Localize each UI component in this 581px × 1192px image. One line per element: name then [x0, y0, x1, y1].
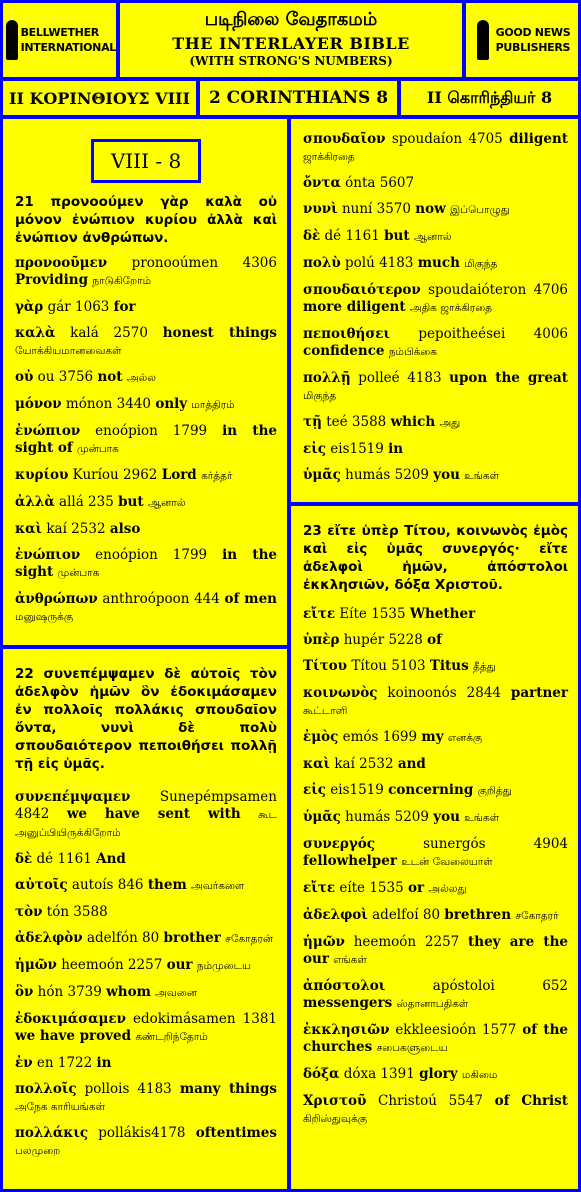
transliteration-strongs: en 1722 [36, 1055, 93, 1071]
greek-word: σπουδαιότερον [303, 282, 421, 298]
tamil-gloss: அல்லது [428, 883, 467, 895]
transliteration-strongs: apóstoloi 652 [432, 978, 568, 994]
greek-word: αὐτοῖς [15, 877, 68, 893]
verse-22-greek: 22 συνεπέμψαμεν δὲ αὐτοῖς τὸν ἀδελφὸν ἡμῶν ὃν ἐδοκιμάσαμεν ἐν πολλοῖς πολλάκις σπουδαῖον ὄντα, νυνὶ δὲ πολὺ σπουδαιότερον πεποιθήσει πολλῇ τῇ εἰς ὑμᾶς. [15, 666, 277, 772]
english-gloss: fellowhelper [303, 853, 397, 869]
greek-word: ἡμῶν [15, 957, 57, 973]
transliteration-strongs: tón 3588 [46, 904, 108, 920]
transliteration-strongs: pollois 4183 [84, 1081, 172, 1097]
transliteration-strongs: kalá 2570 [70, 325, 148, 341]
interlinear-entry [303, 1022, 568, 1057]
interlinear-entry [15, 904, 277, 921]
interlinear-entry [303, 414, 568, 432]
greek-word: δὲ [303, 228, 321, 244]
transliteration-strongs: koinoonós 2844 [387, 685, 501, 701]
tamil-gloss: கண்டறிந்தோம் [135, 1031, 208, 1043]
greek-word: ὄντα [303, 175, 341, 191]
tamil-gloss: ஆனால் [147, 497, 186, 509]
transliteration-strongs: Eíte 1535 [339, 606, 406, 622]
transliteration-strongs: hón 3739 [37, 984, 102, 1000]
english-gloss: only [155, 396, 188, 412]
verse-21-greek: 21 προνοούμεν γὰρ καλὰ οὐ μόνον ἐνώπιον κυρίου ἀλλὰ καὶ ἐνώπιον ἀνθρώπων. [15, 194, 277, 246]
transliteration-strongs: Títou 5103 [351, 658, 426, 674]
transliteration-strongs: edokimásamen 1381 [133, 1011, 278, 1027]
interlinear-entry [303, 907, 568, 925]
greek-word: συνεργός [303, 836, 376, 852]
interlinear-entry [15, 1081, 277, 1116]
transliteration-strongs: enoópion 1799 [95, 547, 208, 563]
interlinear-entry [303, 282, 568, 317]
english-gloss: but [384, 228, 410, 244]
interlinear-entry [303, 809, 568, 827]
tamil-gloss: ஆனால் [413, 231, 452, 243]
tamil-gloss: நம்பிக்கை [388, 346, 437, 358]
transliteration-strongs: heemoón 2257 [61, 957, 163, 973]
greek-word: συνεπέμψαμεν [15, 789, 131, 805]
tamil-gloss: உங்கள் [464, 470, 500, 482]
greek-word: κοινωνὸς [303, 685, 378, 701]
left-logo-line2: INTERNATIONAL [20, 41, 116, 54]
greek-word: ἀδελφὸν [15, 930, 83, 946]
book-greek: II ΚΟΡΙΝΘΙΟΥΣ VIII [3, 81, 196, 115]
transliteration-strongs: dóxa 1391 [343, 1066, 415, 1082]
interlinear-entry [303, 880, 568, 898]
transliteration-strongs: polleé 4183 [358, 370, 442, 386]
interlinear-entry [303, 782, 568, 800]
greek-word: ὑμᾶς [303, 809, 341, 825]
english-gloss: also [109, 521, 141, 537]
interlinear-entry [303, 326, 568, 361]
english-gloss: concerning [388, 782, 474, 798]
interlinear-entry [303, 836, 568, 871]
greek-word: δὲ [15, 851, 33, 867]
transliteration-strongs: kaí 2532 [334, 756, 394, 772]
interlinear-entry [303, 131, 568, 166]
english-gloss: Titus [429, 658, 469, 674]
transliteration-strongs: pronooúmen 4306 [131, 255, 277, 271]
english-gloss: brother [163, 930, 221, 946]
interlinear-entry [15, 877, 277, 895]
greek-word: Χριστοῦ [303, 1093, 367, 1109]
verse-23-greek: 23 εἴτε ὑπὲρ Τίτου, κοινωνὸς ἐμὸς καὶ εἰς ὑμᾶς συνεργός· εἴτε ἀδελφοὶ ἡμῶν, ἀπόστολοι ἐκκλησιῶν, δόξα Χριστοῦ. [303, 523, 568, 593]
tamil-gloss: கூட்டாளி [303, 705, 348, 717]
title-block [120, 3, 462, 77]
transliteration-strongs: adelfoí 80 [372, 907, 441, 923]
greek-word: τὸν [15, 904, 43, 920]
greek-word: τῇ [303, 414, 322, 430]
tamil-gloss: சபைகளுடைய [376, 1042, 448, 1054]
english-gloss: oftentimes [195, 1125, 277, 1141]
english-gloss: or [408, 880, 425, 896]
transliteration-strongs: humás 5209 [345, 467, 429, 483]
english-gloss: which [390, 414, 436, 430]
verse-23-panel [291, 506, 578, 1189]
greek-word: καὶ [15, 521, 43, 537]
interlinear-entry [15, 1125, 277, 1160]
transliteration-strongs: allá 235 [59, 494, 114, 510]
transliteration-strongs: adelfón 80 [86, 930, 160, 946]
english-gloss: glory [419, 1066, 458, 1082]
interlinear-entry [303, 606, 568, 623]
english-gloss: messengers [303, 995, 393, 1011]
interlinear-entry [303, 685, 568, 720]
transliteration-strongs: heemoón 2257 [353, 934, 460, 950]
tamil-gloss: மனுஷருக்கு [15, 611, 74, 623]
transliteration-strongs: humás 5209 [345, 809, 429, 825]
english-gloss: whom [106, 984, 151, 1000]
tamil-gloss: சகோதரர் [515, 910, 559, 922]
greek-word: πολὺ [303, 255, 341, 271]
interlinear-entry [303, 1093, 568, 1128]
english-gloss: diligent [509, 131, 568, 147]
english-gloss: my [421, 729, 444, 745]
left-logo-line1: BELLWETHER [20, 26, 99, 39]
english-gloss: in the sight [15, 547, 277, 580]
english-gloss: of Christ [494, 1093, 569, 1109]
book-english: 2 CORINTHIANS 8 [200, 81, 397, 115]
transliteration-strongs: ónta 5607 [345, 175, 415, 191]
english-gloss: we have proved [15, 1028, 132, 1044]
transliteration-strongs: enoópion 1799 [95, 423, 208, 439]
greek-word: πολλοῖς [15, 1081, 77, 1097]
transliteration-strongs: hupér 5228 [343, 632, 423, 648]
right-logo-line1: GOOD NEWS [495, 26, 571, 39]
shepherd-figure-icon [474, 18, 492, 62]
greek-word: ἐν [15, 1055, 33, 1071]
transliteration-strongs: nuní 3570 [341, 201, 411, 217]
greek-word: μόνον [15, 396, 62, 412]
tamil-gloss: அது [439, 417, 461, 429]
interlinear-entry [15, 984, 277, 1002]
interlinear-entry [303, 1066, 568, 1084]
greek-word: πεποιθήσει [303, 326, 391, 342]
transliteration-strongs: Christoú 5547 [378, 1093, 483, 1109]
tamil-gloss: உங்கள் [464, 812, 500, 824]
transliteration-strongs: dé 1161 [36, 851, 92, 867]
tamil-gloss: அதிக ஜாக்கிரதை [409, 302, 492, 314]
transliteration-strongs: polú 4183 [345, 255, 414, 271]
interlinear-entry [303, 729, 568, 747]
english-gloss: Whether [409, 606, 476, 622]
interlinear-entry [303, 978, 568, 1013]
greek-word: οὐ [15, 369, 34, 385]
tamil-gloss: மகிமை [461, 1069, 498, 1081]
tamil-gloss: ஸ்தானாபதிகள் [396, 998, 469, 1010]
interlinear-entry [15, 325, 277, 360]
english-gloss: much [417, 255, 460, 271]
transliteration-strongs: eis1519 [330, 782, 384, 798]
interlinear-entry [15, 255, 277, 290]
interlinear-entry [15, 467, 277, 485]
interlinear-entry [15, 957, 277, 975]
tamil-gloss: அவர்களை [191, 880, 245, 892]
transliteration-strongs: anthroópoon 444 [102, 591, 220, 607]
greek-word: ἐνώπιον [15, 547, 81, 563]
greek-word: πολλάκις [15, 1125, 89, 1141]
greek-word: Τίτου [303, 658, 348, 674]
greek-word: ἀλλὰ [15, 494, 55, 510]
interlinear-entry [15, 423, 277, 458]
title-tamil: படிநிலை வேதாகமம் [204, 9, 378, 30]
transliteration-strongs: ou 3756 [37, 369, 94, 385]
english-gloss: of [427, 632, 442, 648]
english-gloss: our [166, 957, 193, 973]
english-gloss: but [118, 494, 144, 510]
english-gloss: now [415, 201, 446, 217]
greek-word: δόξα [303, 1066, 340, 1082]
tamil-gloss: கிறிஸ்துவுக்கு [303, 1113, 368, 1125]
transliteration-strongs: Sunepémpsamen 4842 [15, 789, 277, 822]
greek-word: ἐκκλησιῶν [303, 1022, 390, 1038]
english-gloss: and [397, 756, 426, 772]
greek-word: ἀπόστολοι [303, 978, 386, 994]
chapter-label: VIII - 8 [91, 139, 201, 183]
interlinear-entry [303, 201, 568, 219]
transliteration-strongs: eíte 1535 [339, 880, 404, 896]
tamil-gloss: நாடுகிறோம் [92, 275, 152, 287]
english-gloss: you [433, 809, 460, 825]
greek-word: ἐδοκιμάσαμεν [15, 1011, 126, 1027]
greek-word: σπουδαῖον [303, 131, 386, 147]
english-gloss: Lord [161, 467, 197, 483]
transliteration-strongs: spoudaíon 4705 [391, 131, 503, 147]
english-gloss: partner [510, 685, 568, 701]
interlinear-entry [15, 1055, 277, 1072]
english-gloss: in [388, 441, 404, 457]
greek-word: ἐνώπιον [15, 423, 81, 439]
transliteration-strongs: kaí 2532 [46, 521, 106, 537]
transliteration-strongs: gár 1063 [47, 299, 110, 315]
greek-word: ἀδελφοὶ [303, 907, 368, 923]
english-gloss: honest things [162, 325, 278, 341]
interlinear-entry [303, 228, 568, 246]
interlinear-entry [15, 1011, 277, 1046]
greek-word: εἰς [303, 441, 326, 457]
greek-word: προνοοῦμεν [15, 255, 108, 271]
interlinear-entry [303, 632, 568, 649]
interlinear-entry [15, 369, 277, 387]
transliteration-strongs: ekkleesioón 1577 [395, 1022, 517, 1038]
interlinear-entry [303, 175, 568, 192]
tamil-gloss: மாத்திரம் [191, 399, 235, 411]
english-gloss: confidence [303, 343, 385, 359]
english-gloss: not [97, 369, 123, 385]
title-sub: (WITH STRONG'S NUMBERS) [189, 54, 393, 68]
right-logo-line2: PUBLISHERS [495, 41, 571, 54]
tamil-gloss: அல்ல [126, 372, 156, 384]
english-gloss: more diligent [303, 299, 406, 315]
interlinear-entry [15, 494, 277, 512]
transliteration-strongs: spoudaióteron 4706 [428, 282, 568, 298]
interlinear-entry [15, 547, 277, 582]
interlinear-entry [303, 658, 568, 676]
greek-word: ἐμὸς [303, 729, 339, 745]
tamil-gloss: சகோதரன் [225, 933, 274, 945]
english-gloss: we have sent with [66, 806, 241, 822]
shepherd-figure-icon [3, 18, 17, 62]
tamil-gloss: தீத்து [472, 661, 496, 673]
tamil-gloss: அவனை [155, 987, 198, 999]
interlinear-entry [15, 591, 277, 626]
english-gloss: them [147, 877, 187, 893]
greek-word: ὑμᾶς [303, 467, 341, 483]
good-news-logo [466, 3, 578, 77]
interlinear-entry [303, 756, 568, 773]
english-gloss: you [433, 467, 460, 483]
tamil-gloss: மிகுந்த [464, 258, 498, 270]
transliteration-strongs: emós 1699 [342, 729, 418, 745]
transliteration-strongs: mónon 3440 [65, 396, 152, 412]
transliteration-strongs: sunergós 4904 [423, 836, 569, 852]
tamil-gloss: குறித்து [477, 785, 512, 797]
greek-word: νυνὶ [303, 201, 338, 217]
english-gloss: brethren [444, 907, 512, 923]
english-gloss: of men [224, 591, 277, 607]
english-gloss: And [96, 851, 126, 867]
title-main: THE INTERLAYER BIBLE [172, 34, 410, 53]
english-gloss: they are the our [303, 934, 568, 967]
english-gloss: for [113, 299, 136, 315]
interlinear-entry [303, 370, 568, 405]
tamil-gloss: எனக்கு [447, 732, 483, 744]
book-tamil: II கொரிந்தியர் 8 [401, 81, 578, 115]
verse-22-continued-panel [291, 119, 578, 502]
tamil-gloss: யோக்கியமானவைகள் [15, 345, 122, 357]
interlinear-entry [15, 299, 277, 316]
greek-word: πολλῇ [303, 370, 351, 386]
english-gloss: of the churches [303, 1022, 568, 1055]
greek-word: κυρίου [15, 467, 69, 483]
transliteration-strongs: teé 3588 [326, 414, 387, 430]
interlinear-entry [15, 521, 277, 538]
english-gloss: in [96, 1055, 112, 1071]
interlinear-entry [15, 930, 277, 948]
greek-word: καλὰ [15, 325, 56, 341]
tamil-gloss: முன்பாக [57, 567, 100, 579]
tamil-gloss: உடன் வேலையாள் [401, 856, 493, 868]
greek-word: εἰς [303, 782, 326, 798]
transliteration-strongs: pollákis4178 [98, 1125, 186, 1141]
transliteration-strongs: eis1519 [330, 441, 384, 457]
tamil-gloss: நம்முடைய [196, 960, 251, 972]
tamil-gloss: முன்பாக [77, 443, 119, 455]
verse-22-panel [3, 649, 287, 1189]
greek-word: ἡμῶν [303, 934, 345, 950]
transliteration-strongs: dé 1161 [324, 228, 380, 244]
tamil-gloss: எங்கள் [333, 954, 367, 966]
verse-21-panel [3, 119, 287, 645]
transliteration-strongs: autoís 846 [71, 877, 144, 893]
interlinear-entry [15, 789, 277, 842]
greek-word: εἴτε [303, 880, 336, 896]
greek-word: εἴτε [303, 606, 336, 622]
bellwether-logo [3, 3, 116, 77]
tamil-gloss: அநேக காரியங்கள் [15, 1101, 106, 1113]
tamil-gloss: பலமுறை [15, 1145, 61, 1157]
interlinear-entry [303, 467, 568, 485]
greek-word: ὑπὲρ [303, 632, 340, 648]
tamil-gloss: கூட அனுப்பியிருக்கிறோம் [15, 809, 277, 839]
greek-word: καὶ [303, 756, 331, 772]
tamil-gloss: மிகுந்த [303, 390, 337, 402]
greek-word: ὃν [15, 984, 34, 1000]
tamil-gloss: ஜாக்கிரதை [303, 151, 355, 163]
interlinear-entry [303, 934, 568, 969]
english-gloss: upon the great [449, 370, 568, 386]
greek-word: ἀνθρώπων [15, 591, 98, 607]
transliteration-strongs: pepoitheései 4006 [418, 326, 568, 342]
greek-word: γὰρ [15, 299, 44, 315]
tamil-gloss: கர்த்தர் [201, 470, 233, 482]
interlinear-entry [15, 851, 277, 868]
interlinear-entry [303, 255, 568, 273]
english-gloss: Providing [15, 272, 89, 288]
english-gloss: in the sight of [15, 423, 277, 456]
interlinear-entry [303, 441, 568, 458]
transliteration-strongs: Kuríou 2962 [72, 467, 158, 483]
english-gloss: many things [179, 1081, 277, 1097]
tamil-gloss: இப்பொழுது [450, 204, 510, 216]
interlinear-entry [15, 396, 277, 414]
